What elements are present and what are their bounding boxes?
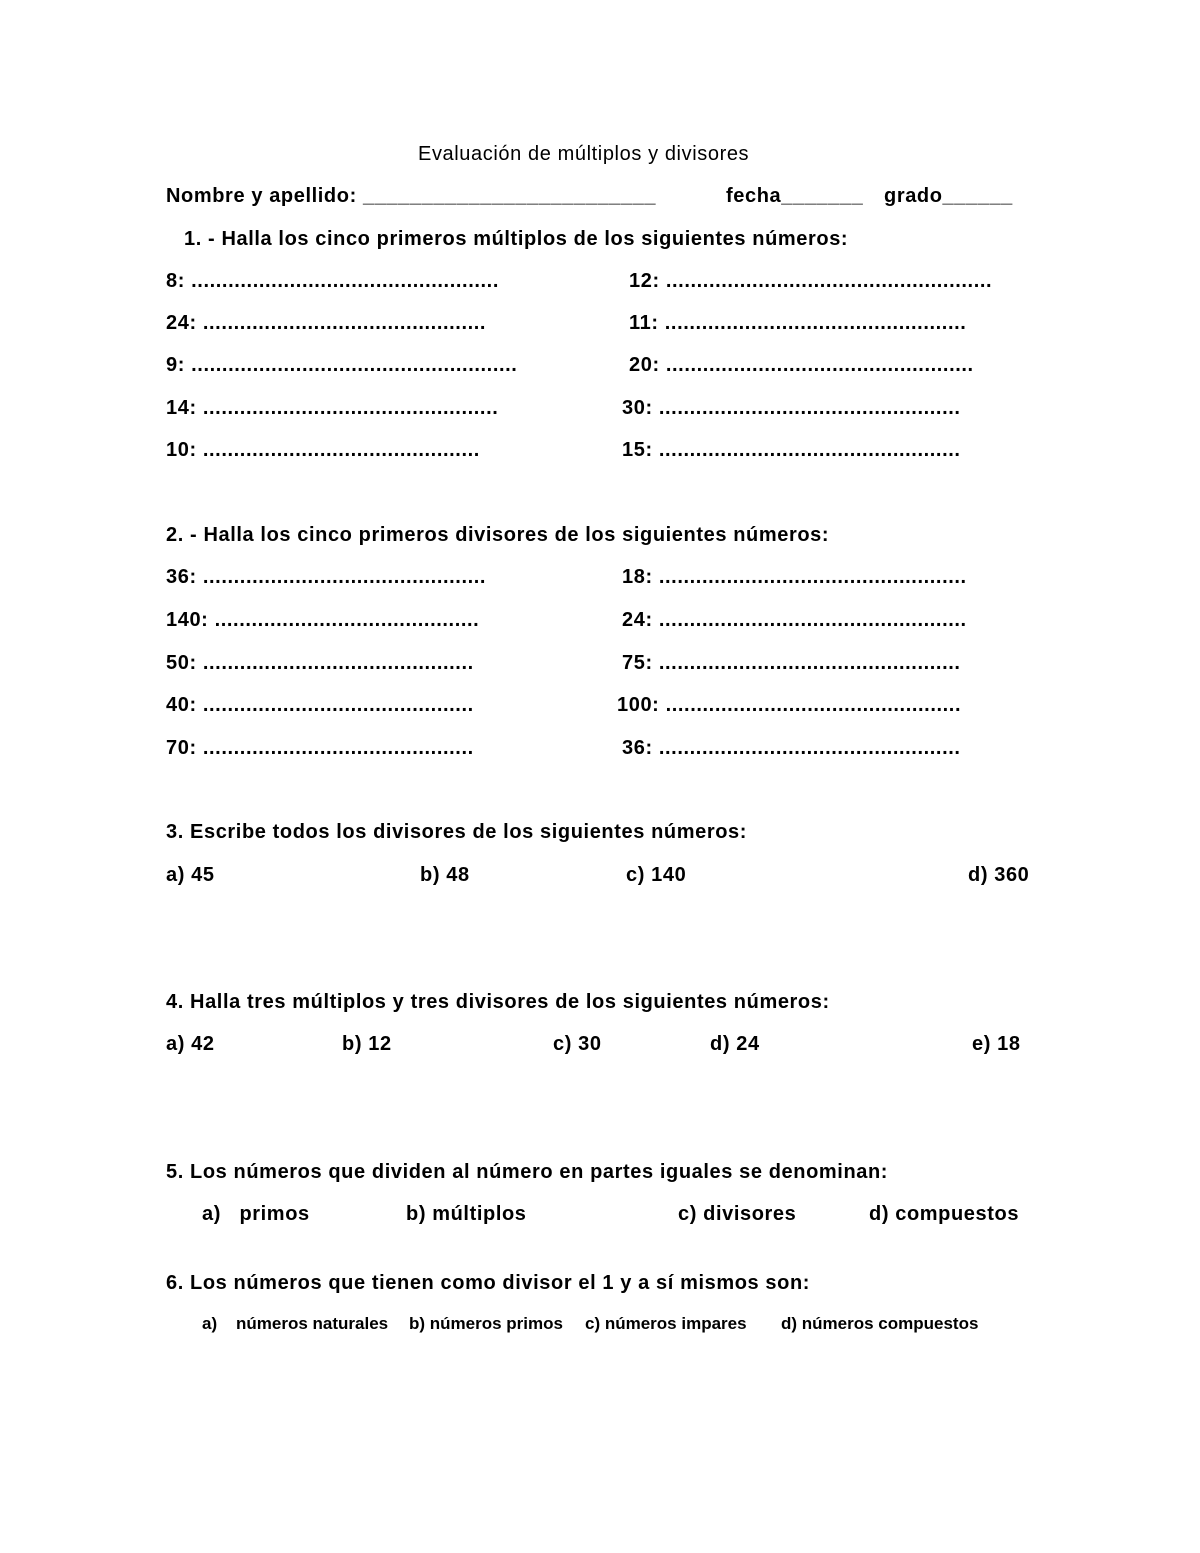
q2-left-line[interactable]: 40: ............................................ <box>166 694 474 716</box>
q1-left-line[interactable]: 9: ..................................................... <box>166 354 518 376</box>
q1-left-line[interactable]: 24: .............................................. <box>166 312 487 334</box>
q2-left-line[interactable]: 36: .............................................. <box>166 566 487 588</box>
q6-option[interactable]: a) números naturales <box>202 1314 389 1333</box>
q2-heading: 2. - Halla los cinco primeros divisores de los siguientes números: <box>166 524 830 546</box>
q2-right-line[interactable]: 75: ................................................. <box>622 652 961 674</box>
q5-heading: 5. Los números que dividen al número en partes iguales se denominan: <box>166 1161 889 1183</box>
q6-heading: 6. Los números que tienen como divisor el 1 y a sí mismos son: <box>166 1272 811 1294</box>
q4-option: b) 12 <box>342 1033 392 1055</box>
q1-right-line[interactable]: 30: ................................................. <box>622 397 961 419</box>
q4-option: e) 18 <box>972 1033 1021 1055</box>
q1-left-line[interactable]: 10: ............................................. <box>166 439 480 461</box>
q2-left-line[interactable]: 140: ........................................... <box>166 609 480 631</box>
q2-right-line[interactable]: 24: .................................................. <box>622 609 967 631</box>
q6-option[interactable]: d) números compuestos <box>781 1314 979 1333</box>
q3-option: d) 360 <box>968 864 1030 886</box>
q2-right-line[interactable]: 18: .................................................. <box>622 566 967 588</box>
q1-right-line[interactable]: 20: .................................................. <box>629 354 974 376</box>
q2-right-line[interactable]: 36: ................................................. <box>622 737 961 759</box>
q1-left-line[interactable]: 8: .................................................. <box>166 270 499 292</box>
q1-left-line[interactable]: 14: ................................................ <box>166 397 499 419</box>
q6-option[interactable]: b) números primos <box>409 1314 563 1333</box>
q1-right-line[interactable]: 12: ..................................................... <box>629 270 993 292</box>
q5-option[interactable]: d) compuestos <box>869 1203 1020 1225</box>
q3-option: b) 48 <box>420 864 470 886</box>
name-field[interactable]: Nombre y apellido: _________________________ <box>166 185 657 207</box>
q3-option: a) 45 <box>166 864 215 886</box>
q3-heading: 3. Escribe todos los divisores de los siguientes números: <box>166 821 748 843</box>
q1-right-line[interactable]: 11: ................................................. <box>629 312 967 334</box>
q4-option: c) 30 <box>553 1033 602 1055</box>
q1-heading: 1. - Halla los cinco primeros múltiplos de los siguientes números: <box>184 228 849 250</box>
q5-option[interactable]: c) divisores <box>678 1203 797 1225</box>
date-field[interactable]: fecha_______ <box>726 185 864 207</box>
q4-heading: 4. Halla tres múltiplos y tres divisores de los siguientes números: <box>166 991 830 1013</box>
q5-option[interactable]: b) múltiplos <box>406 1203 527 1225</box>
q2-left-line[interactable]: 70: ............................................ <box>166 737 474 759</box>
q2-right-line[interactable]: 100: ................................................ <box>617 694 962 716</box>
q4-option: a) 42 <box>166 1033 215 1055</box>
q1-right-line[interactable]: 15: ................................................. <box>622 439 961 461</box>
q2-left-line[interactable]: 50: ............................................ <box>166 652 474 674</box>
q3-option: c) 140 <box>626 864 687 886</box>
q6-option[interactable]: c) números impares <box>585 1314 747 1333</box>
page-title: Evaluación de múltiplos y divisores <box>418 143 750 165</box>
q4-option: d) 24 <box>710 1033 760 1055</box>
grade-field[interactable]: grado______ <box>884 185 1013 207</box>
q5-option[interactable]: a) primos <box>202 1203 310 1225</box>
